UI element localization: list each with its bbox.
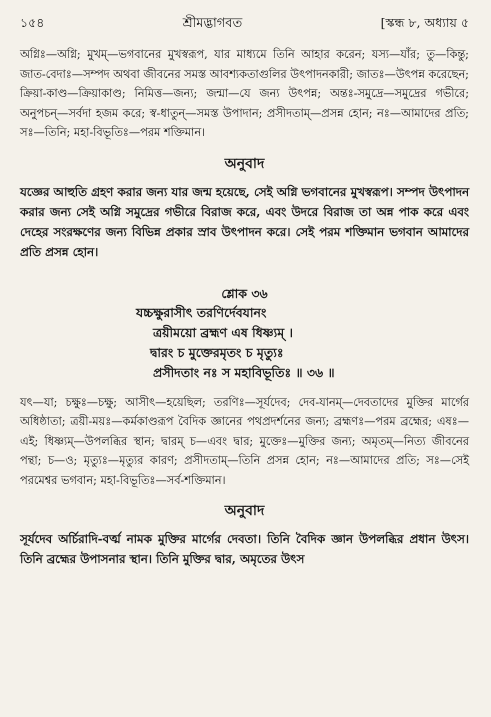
book-title: শ্রীমদ্ভাগবত [182, 16, 243, 31]
translation-paragraph: সূর্যদেব অর্চিরাদি-বর্ত্ম নামক মুক্তির মার্গের দেবতা। তিনি বৈদিক জ্ঞান উপলব্ধির প্রধান উৎস। তিনি ব্রহ্মের উপাসনার স্থান। তিনি মুক্তির দ্বার, অমৃতের উৎস [20, 532, 469, 566]
verse-title: শ্লোক ৩৬ [221, 285, 268, 301]
verse-line: প্রসীদতাং নঃ স মহাবিভূতিঃ ॥ ৩৬ ॥ [153, 364, 335, 380]
verse-line: দ্বারং চ মুক্তেরমৃতং চ মৃত্যুঃ [150, 344, 284, 360]
verse-line: যচ্চক্ষুরাসীৎ তরণির্দেবযানং [136, 304, 267, 320]
chapter-reference: [স্কন্ধ ৮, অধ্যায় ৫ [380, 15, 469, 30]
translation-heading: অনুবাদ [224, 503, 265, 519]
verse-line: ত্রয়ীময়ো ব্রহ্মণ এষ ধিষ্ণ্যম্ । [153, 324, 293, 340]
translation-heading: অনুবাদ [224, 155, 265, 172]
verse-block [20, 303, 469, 383]
synonyms-paragraph: অগ্নিঃ—অগ্নি; মুখম্—ভগবানের মুখস্বরূপ, যার মাধ্যমে তিনি আহার করেন; যস্য—যাঁর; তু—কিন্তু; জাত-বেদাঃ—সম্পদ অথবা জীবনের সমস্ত আবশ্যকতাগুলির উৎপাদনকারী; জাতঃ—উৎপন্ন করেছেন; ক্রিয়া-কাণ্ড—ক্রিয়াকাণ্ড; নিমিত্ত—জন্য; জন্মা—যে জন্য উৎপন্ন; অন্তঃ-সমুদ্রে—সমুদ্রের গভীরে; অনুপচন্—সর্বদা হজম করে; স্ব-ধাতুন্—সমস্ত উপাদান; প্রসীদতাম্—প্রসন্ন হোন; নঃ—আমাদের প্রতি; সঃ—তিনি; মহা-বিভূতিঃ—পরম শক্তিমান। [20, 48, 469, 139]
synonyms-paragraph: যৎ—যা; চক্ষুঃ—চক্ষু; আসীৎ—হয়েছিল; তরণিঃ—সূর্যদেব; দেব-যানম্—দেবতাদের মুক্তির মার্গের অধিষ্ঠাতা; ত্রয়ী-ময়ঃ—কর্মকাণ্ডরূপ বৈদিক জ্ঞানের পথপ্রদর্শনের জন্য; ব্রহ্মণঃ—পরম ব্রহ্মের; এষঃ—এই; ধিষ্ণ্যম্—উপলব্ধির স্থান; দ্বারম্ চ—এবং দ্বার; মুক্তেঃ—মুক্তির জন্য; অমৃতম্—নিত্য জীবনের পন্থা; চ—ও; মৃত্যুঃ—মৃত্যুর কারণ; প্রসীদতাম্—তিনি প্রসন্ন হোন; নঃ—আমাদের প্রতি; সঃ—সেই পরমেশ্বর ভগবান; মহা-বিভূতিঃ—সর্ব-শক্তিমান। [20, 395, 469, 487]
translation-paragraph: যজ্ঞের আহুতি গ্রহণ করার জন্য যার জন্ম হয়েছে, সেই অগ্নি ভগবানের মুখস্বরূপ। সম্পদ উৎপাদন করার জন্য সেই অগ্নি সমুদ্রের গভীরে বিরাজ করে, এবং উদরে বিরাজ তা অন্ন পাক করে এবং দেহের সংরক্ষণের জন্য বিভিন্ন প্রকার স্রাব উৎপাদন করে। সেই পরম শক্তিমান ভগবান আমাদের প্রতি প্রসন্ন হোন। [20, 184, 469, 259]
page-number: ১৫৪ [20, 15, 45, 30]
page-header [20, 14, 469, 35]
